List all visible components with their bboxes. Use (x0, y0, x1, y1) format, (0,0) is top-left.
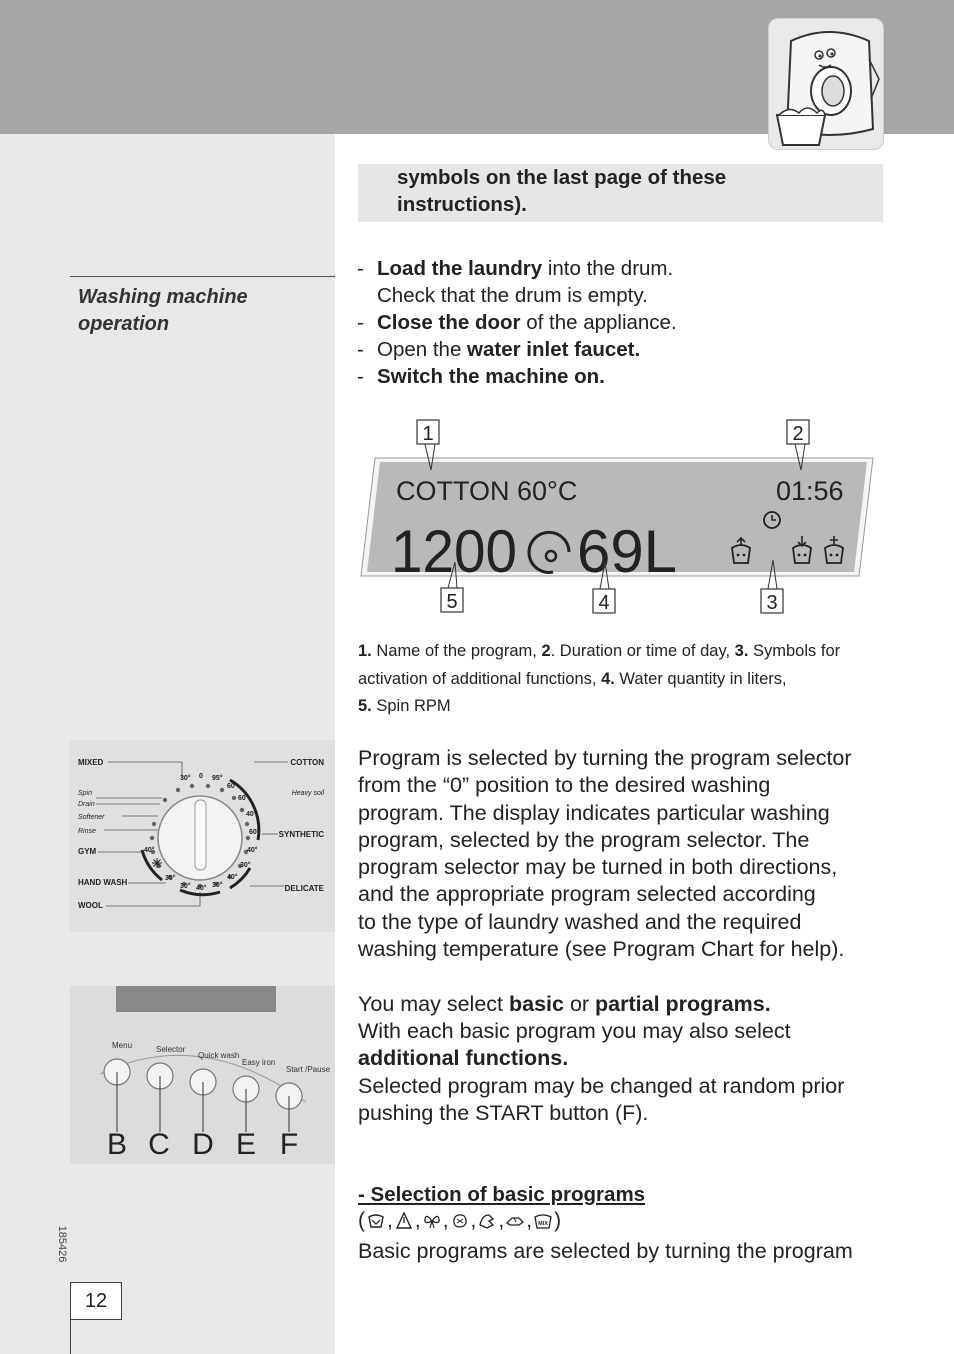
document-number (44, 1220, 74, 1270)
button-label-selector: Selector (156, 1045, 186, 1054)
dial-label-cotton: COTTON (290, 758, 324, 767)
dial-temp: 0 (199, 773, 203, 780)
dial-label-spin: Spin (78, 790, 93, 797)
dial-temp: 60° (227, 783, 238, 790)
display-caption: 1. Name of the program, 2. Duration or time of day, 3. Symbols for activation of additional functions, 4. Water quantity in liters, 5. Spin RPM (358, 642, 841, 715)
step-open-faucet: - Open the water inlet faucet. (357, 338, 641, 361)
additional-functions-bold: additional functions. (358, 1046, 569, 1070)
dial-label-wool: WOOL (78, 901, 103, 910)
additional-functions-line: With each basic program you may also select (358, 1019, 791, 1043)
button-label-start-pause: Start /Pause (286, 1065, 331, 1074)
basic-partial-line: You may select basic or partial programs. (358, 992, 771, 1016)
washing-machine-mascot-icon (768, 18, 884, 150)
dial-label-delicate: DELICATE (284, 884, 324, 893)
callout-1: 1 (422, 423, 434, 445)
button-label-menu: Menu (112, 1041, 133, 1050)
button-letter-d: D (192, 1128, 214, 1161)
dial-label-gym: GYM (78, 847, 97, 856)
dial-temp: 30° (165, 875, 176, 882)
svg-text:MIX: MIX (538, 1221, 548, 1227)
callout-2: 2 (792, 423, 804, 445)
change-program-line1: Selected program may be changed at random prior (358, 1074, 845, 1098)
dial-temp: 30° (240, 862, 251, 869)
button-letter-b: B (106, 1128, 128, 1161)
mixed-icon (533, 1211, 553, 1231)
program-selector-paragraph: Program is selected by turning the program selector from the “0” position to the desired washing program. The display indicates particular washing program, selected by the program selector. The program selector may be turned in both directions, and the appropriate program selected according to the type of laundry washed and the required washing temperature (see Program Chart for help). (358, 746, 852, 962)
dial-label-synthetic: SYNTHETIC (278, 830, 324, 839)
change-program-line2: pushing the START button (F). (358, 1101, 649, 1125)
callout-5: 5 (446, 591, 458, 613)
display-spin: 1200 (391, 518, 517, 585)
dial-label-heavy-soil: Heavy soil (291, 790, 324, 797)
basic-programs-subheading: - Selection of basic programs (358, 1183, 646, 1206)
section-rule (70, 276, 335, 277)
display-time: 01:56 (776, 476, 844, 506)
basic-programs-line: Basic programs are selected by turning the program (358, 1239, 853, 1263)
dial-temp: 30° (212, 882, 223, 889)
control-buttons-panel (70, 986, 335, 1164)
dial-temp: 40° (227, 874, 238, 881)
dial-temp: 40° (246, 811, 257, 818)
wool-icon (450, 1211, 470, 1231)
page-number: 12 (70, 1282, 122, 1320)
callout-4: 4 (598, 592, 610, 614)
synthetic-icon (394, 1211, 414, 1231)
dial-temp: 30° (180, 775, 191, 782)
svg-text:185426: 185426 (56, 1225, 68, 1263)
dial-temp: 95° (212, 775, 223, 782)
page-number-rule (70, 1320, 71, 1354)
delicate-icon (422, 1211, 442, 1231)
step-check-drum: Check that the drum is empty. (377, 284, 648, 307)
dial-label-mixed: MIXED (78, 758, 104, 767)
cotton-icon (366, 1211, 386, 1231)
lcd-display-diagram (355, 412, 885, 622)
program-symbols-line: ( , , , , , , MIX ) (358, 1209, 562, 1232)
hand-wash-icon (477, 1211, 497, 1231)
step-close-door: - Close the door of the appliance. (357, 311, 677, 334)
dial-temp: 60° (238, 795, 249, 802)
display-program: COTTON 60°C (396, 476, 578, 506)
step-load-laundry: - Load the laundry into the drum. (357, 257, 674, 280)
note-text: symbols on the last page of these instructions). (397, 166, 727, 216)
dial-temp: 40° (247, 847, 258, 854)
dial-label-softener: Softener (78, 814, 105, 821)
display-water: 69L (577, 518, 677, 585)
section-title: Washing machine operation (78, 286, 248, 335)
dial-temp: 30° (180, 883, 191, 890)
snowflake-icon (152, 858, 162, 868)
dial-label-drain: Drain (78, 801, 95, 808)
step-switch-on: - Switch the machine on. (357, 365, 605, 388)
panel-display-window (116, 986, 276, 1012)
button-letter-e: E (235, 1128, 257, 1161)
dial-label-hand-wash: HAND WASH (78, 878, 128, 887)
button-label-easy-iron: Easy iron (242, 1058, 276, 1067)
button-letter-c: C (148, 1128, 170, 1161)
button-label-quick-wash: Quick wash (198, 1051, 240, 1060)
program-dial-panel (70, 740, 335, 932)
dial-temp: 40° (196, 885, 207, 892)
gym-icon (505, 1211, 525, 1231)
dial-label-rinse: Rinse (78, 828, 96, 835)
dial-temp: 40° (144, 847, 155, 854)
callout-3: 3 (766, 592, 778, 614)
dial-temp: 60° (249, 829, 260, 836)
button-letter-f: F (279, 1128, 299, 1161)
